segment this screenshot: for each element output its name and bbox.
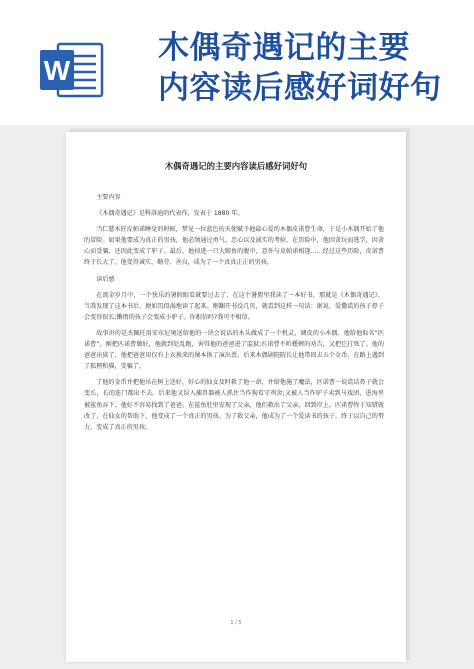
document-title: 木偶奇遇记的主要内容读后感好词好句	[164, 161, 308, 171]
paragraph: 了他的金币并把他吊在树上送好，好心的仙女及时救了他一命，并给他施了魔法，匹诺曹一说谎话鼻子就会变长，长的连门都出不去。后来他又误入捕兽器被人抓住当作狗看守鸡舍;又被人当作驴子卖到马戏团，进海里被鲨鱼吞下。他好不容易找到了爸爸，在鲨鱼肚里发现了父亲，他们救出了父亲，回到岸上。匹诺曹终于知错就改了，在仙女的帮助下，他变成了一个真正的男孩。为了救父亲，他成为了一个爱读书的孩子，终于以自己的努力，变成了真正的男孩。	[84, 379, 384, 431]
paragraph: 在流金岁月中，一个快乐的暑假眼看就要过去了，在这个暑假里我读了一本好书，那就是《木偶奇遇记》，当我发现了这本书后，便如饥似渴地读了起来。刚翻开书没几页，就看到这样一句话：据说，爱撒谎的孩子鼻子会变得很长;懒惰的孩子会变成小驴子。你相信吗?我可不相信。	[84, 291, 384, 321]
banner-title-line-1: 木偶奇遇记的主要	[158, 30, 410, 66]
banner-title-line-2: 内容读后感好词好句	[158, 70, 442, 106]
paragraph: 《木偶奇遇记》是科洛迪的代表作，发表于 1880 年。	[96, 210, 244, 218]
title-banner	[0, 0, 474, 125]
word-document-icon	[40, 42, 104, 98]
section-heading-summary: 主要内容	[96, 194, 121, 201]
page-number: 1 / 5	[230, 620, 242, 626]
document-body	[84, 192, 384, 438]
paragraph: 故事讲的是杰佩托用安东尼奥送给他的一块会说话的木头做成了一个机灵、调皮的小木偶。他给他取名“匹诺曹”。刚把匹诺曹做好，他就到处乱跑，害得他的爸爸进了监狱;匹诺曹不听蟋蟀的劝告，又把它打死了。他的爸爸出狱了，他把爸爸用仅有上衣换来的课本换了演出票。后来木偶剧院院长让他带回去五个金币，在路上遇到了狐狸和猫，受骗了。	[84, 329, 384, 371]
paragraph: 当仁慈木匠皮帕诺睡觉的时候，梦见一位蓝色的天使赋予他最心爱的木偶皮诺曹生命，于是小木偶开始了他的冒险。如果他要成为真正的男孩，他必须通过勇气、忠心以及诚实的考验。在历险中，他因贪玩而逃学，因贪心而受骗，还因此变成了驴子。最后，他掉进一只大鲸鱼的腹中，意外与皮帕诺相逢……经过这些历险，皮诺曹终于长大了。他变得诚实、勤劳、善良，成为了一个真真正正的男孩。	[84, 226, 384, 267]
document-page	[66, 132, 406, 662]
word-logo-letter: W	[43, 55, 71, 86]
banner-title	[158, 28, 468, 108]
section-heading-review: 读后感	[96, 275, 115, 283]
